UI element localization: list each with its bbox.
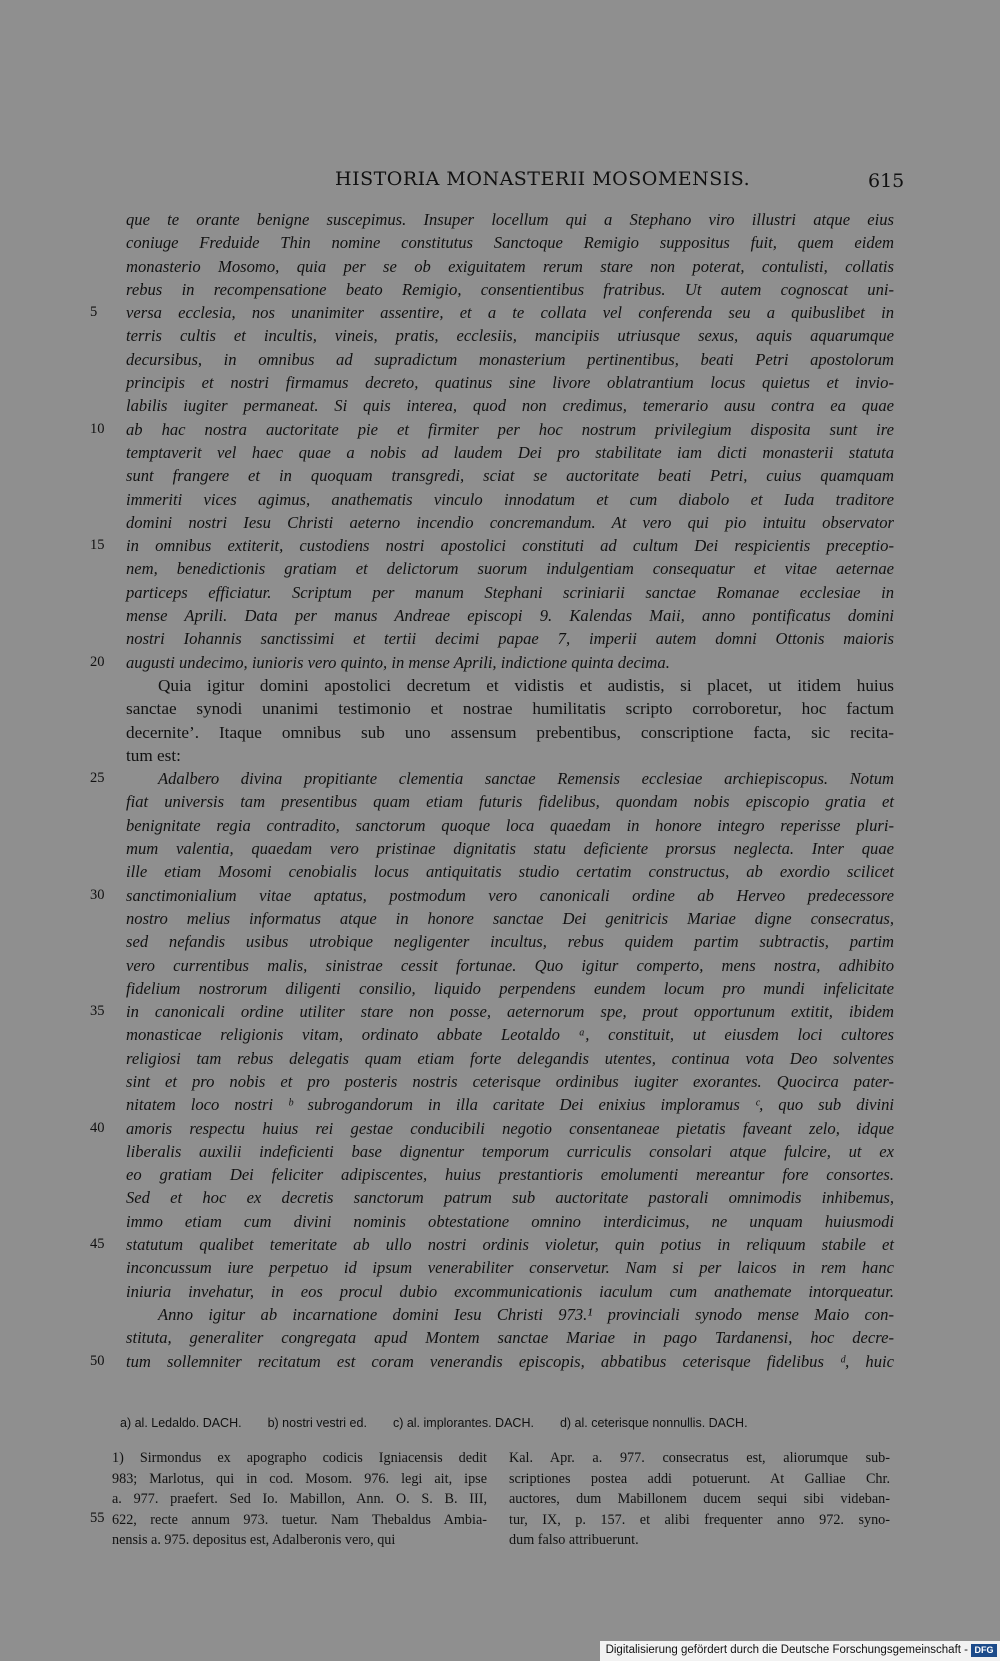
line-text: augusti undecimo, iunioris vero quinto, in mense Aprili, indictione quinta decima. <box>126 652 670 672</box>
text-line <box>0 884 1000 907</box>
text-line <box>0 464 1000 487</box>
text-line <box>0 441 1000 464</box>
text-line <box>0 557 1000 580</box>
text-line <box>0 1210 1000 1233</box>
text-line <box>0 837 1000 860</box>
line-text: principis et nostri firmamus decreto, quatinus sine livore oblatrantium locus quietus et inviо- <box>126 373 894 393</box>
text-line <box>0 907 1000 930</box>
text-line <box>0 721 1000 744</box>
line-text: sed nefandis usibus utrobique negligenter incultus, rebus quidem partim subtractis, partim <box>126 932 894 952</box>
text-line <box>0 581 1000 604</box>
text-line <box>0 418 1000 441</box>
line-text: temptaverit vel haec quae a nobis ad laudem Dei pro stabilitate iam dicti monasterii statuta <box>126 442 894 462</box>
main-text <box>0 208 1000 1373</box>
line-text: Adalbero divina propitiante clementia sanctae Remensis ecclesiae archiepiscopus. Notum <box>158 769 894 789</box>
line-text: fiat universis tam presentibus quam etiam futuris fidelibus, quondam nobis episcopio gratia et <box>126 792 894 812</box>
apparatus-note: c) al. implorantes. DACH. <box>392 1416 534 1430</box>
line-text: monasterio Mosomo, quia per se ob exiguitatem rerum stare non poterat, contulisti, collatis <box>126 256 894 276</box>
line-text: fidelium nostrorum diligenti consilio, liquido perpendens eundem locum pro mundi infelicitate <box>126 978 894 998</box>
page-number: 615 <box>868 170 905 192</box>
line-text: nitatem loco nostri ᵇ subrogandorum in illa caritate Dei enixius imploramus ᶜ, quo sub divini <box>126 1095 894 1115</box>
line-text: in canonicali ordine utiliter stare non posse, aeternorum spe, prout opportunum extitit, ibidem <box>126 1002 894 1022</box>
apparatus-note: a) al. Ledaldo. DACH. <box>120 1416 242 1430</box>
text-line <box>0 324 1000 347</box>
text-line <box>0 1350 1000 1373</box>
footnote-line-number: 55 <box>90 1510 105 1526</box>
line-number: 45 <box>90 1236 105 1253</box>
text-line <box>0 511 1000 534</box>
line-text: ille etiam Mosomi cenobialis locus antiquitatis studio certatim constructus, ab exordio scilicet <box>126 862 894 882</box>
text-line <box>0 744 1000 767</box>
line-text: coniuge Freduide Thin nomine constitutus Sanctoque Remigio suppositus fuit, quem eidem <box>126 233 894 253</box>
line-text: Anno igitur ab incarnatione domini Iesu Christi 973.¹ provinciali synodo mense Maio con- <box>158 1304 894 1324</box>
line-number: 20 <box>90 653 105 670</box>
footnote-line: 622, recte annum 973. tuetur. Nam Thebaldus Ambia- <box>112 1511 487 1528</box>
line-text: immeriti vices agimus, anathematis vinculo innodatum et cum diabolo et Iuda traditore <box>126 489 894 509</box>
text-line <box>0 1326 1000 1349</box>
footnote-line: scriptiones postea addi potuerunt. At Galliae Chr. <box>509 1470 890 1487</box>
line-number: 5 <box>90 304 98 321</box>
line-text: ab hac nostra auctoritate pie et firmiter per hoc nostrum privilegium disposita sunt ire <box>126 419 894 439</box>
line-text: in omnibus extiterit, custodiens nostri apostolici constituti ad cultum Dei respicientis preceptio- <box>126 536 894 556</box>
line-text: decernite’. Itaque omnibus sub uno assensum prebentibus, conscriptione facta, sic recita- <box>126 722 894 742</box>
text-line <box>0 348 1000 371</box>
line-text: religiosi tam rebus delegatis quam etiam forte delegandis utentes, continua vota Deo solventes <box>126 1048 894 1068</box>
line-number: 50 <box>90 1352 105 1369</box>
line-text: statutum qualibet temeritate ab ullo nostri ordinis violetur, quin potius in reliquum stabile et <box>126 1235 894 1255</box>
text-line <box>0 604 1000 627</box>
text-line <box>0 1186 1000 1209</box>
text-line <box>0 1303 1000 1326</box>
line-text: particeps efficiatur. Scriptum per manum Stephani scriniarii sanctae Romanae ecclesiae in <box>126 582 894 602</box>
text-line <box>0 301 1000 324</box>
line-text: nem, benedictionis gratiam et delictorum suorum indulgentiam consequatur et vitae aeternae <box>126 559 894 579</box>
text-line <box>0 954 1000 977</box>
text-line <box>0 930 1000 953</box>
line-text: sanctae synodi unanimi testimonio et nostrae humilitatis scripto corroboretur, hoc factum <box>126 699 894 719</box>
line-text: vero currentibus malis, sinistrae cessit fortunae. Quo igitur comperto, mens nostra, adhibito <box>126 955 894 975</box>
line-text: decursibus, in omnibus ad supradictum monasterium pertinentibus, beati Petri apostolorum <box>126 349 894 369</box>
text-line <box>0 767 1000 790</box>
text-line <box>0 208 1000 231</box>
line-text: iniuria invehatur, in eos procul dubio excommunicationis iaculum cum anathemate intorqueatur. <box>126 1281 894 1301</box>
footnote-line: a. 977. praefert. Sed Io. Mabillon, Ann. O. S. B. III, <box>112 1491 487 1508</box>
text-line <box>0 278 1000 301</box>
footnote-line: Kal. Apr. a. 977. consecratus est, aliorumque sub- <box>509 1450 890 1466</box>
footer-credit: Digitalisierung gefördert durch die Deutsche Forschungsgemeinschaft - <box>605 1644 968 1656</box>
footnote-line: tur, IX, p. 157. et alibi frequenter anno 972. syno- <box>509 1511 890 1528</box>
line-text: domini nostri Iesu Christi aeterno incendio concremandum. At vero qui pio intuitu observator <box>126 512 894 532</box>
text-line <box>0 674 1000 697</box>
line-text: terris cultis et incultis, vineis, pratis, ecclesiis, mancipiis utriusque sexus, aquis aquarumque <box>126 326 894 346</box>
text-line <box>0 534 1000 557</box>
text-line <box>0 977 1000 1000</box>
text-line <box>0 814 1000 837</box>
text-line <box>0 860 1000 883</box>
line-text: que te orante benigne suscepimus. Insuper locellum qui a Stephano viro illustri atque eius <box>126 210 894 229</box>
line-number: 40 <box>90 1119 105 1136</box>
line-text: monasticae religionis vitam, ordinato abbate Leotaldo ᵃ, constituit, ut eiusdem loci cultores <box>126 1025 894 1045</box>
text-line <box>0 1163 1000 1186</box>
line-text: mense Aprili. Data per manus Andreae episcopi 9. Kalendas Maii, anno pontificatus domini <box>126 606 894 626</box>
line-text: amoris respectu huius rei gestae conducibili negotio consentaneae pietatis faveant zelo, idque <box>126 1118 894 1138</box>
line-text: rebus in recompensatione beato Remigio, consentientibus fratribus. Ut autem cognoscat uni- <box>126 279 894 299</box>
footer-bar <box>600 1641 1000 1661</box>
text-line <box>0 697 1000 720</box>
text-line <box>0 1117 1000 1140</box>
dfg-logo: DFG <box>971 1644 997 1657</box>
text-line <box>0 1140 1000 1163</box>
text-line <box>0 627 1000 650</box>
line-text: tum est: <box>126 745 181 765</box>
line-text: tum sollemniter recitatum est coram venerandis episcopis, abbatibus ceterisque fidelibus ᵈ, huic <box>126 1351 894 1371</box>
line-text: versa ecclesia, nos unanimiter assentire, et a te collata vel conferenda seu a quibuslibet in <box>126 303 894 323</box>
text-line <box>0 651 1000 674</box>
line-text: inconcussum iure perpetuo id ipsum venerabiliter conservetur. Nam si per laicos in rem hanc <box>126 1258 894 1278</box>
text-line <box>0 790 1000 813</box>
text-line <box>0 1047 1000 1070</box>
text-line <box>0 255 1000 278</box>
text-line <box>0 488 1000 511</box>
line-text: Sed et hoc ex decretis sanctorum patrum sub auctoritate pastorali omnimodis inhibemus, <box>126 1188 894 1208</box>
text-line <box>0 1233 1000 1256</box>
critical-apparatus <box>120 1416 900 1430</box>
line-number: 25 <box>90 770 105 787</box>
text-line <box>0 231 1000 254</box>
line-number: 35 <box>90 1003 105 1020</box>
text-line <box>0 371 1000 394</box>
footnote-column-right <box>509 1448 890 1551</box>
text-line <box>0 1000 1000 1023</box>
footnote-line: nensis a. 975. depositus est, Adalberonis vero, qui <box>112 1532 396 1549</box>
footnote-line: auctores, dum Mabillonem ducem sequi sibi videban- <box>509 1491 890 1508</box>
line-text: nostri Iohannis sanctissimi et tertii decimi papae 7, imperii autem domni Ottonis maioris <box>126 629 894 649</box>
apparatus-note: b) nostri vestri ed. <box>267 1416 367 1430</box>
line-text: sanctimonialium vitae aptatus, postmodum vero canonicali ordine ab Herveo predecessore <box>126 885 894 905</box>
footnote-line: 983; Marlotus, qui in cod. Mosom. 976. legi ait, ipse <box>112 1470 487 1487</box>
line-number: 15 <box>90 537 105 554</box>
text-line <box>0 1256 1000 1279</box>
line-number: 10 <box>90 420 105 437</box>
footnote-column-left <box>112 1448 487 1551</box>
text-line <box>0 1280 1000 1303</box>
line-text: mum valentia, quaedam vero pristinae dignitatis statu deficiente prorsus neglecta. Inter quae <box>126 839 894 859</box>
text-line <box>0 1070 1000 1093</box>
line-text: immo etiam cum divini nominis obtestatione omnino interdicimus, ne unquam huiusmodi <box>126 1211 894 1231</box>
footnote-line: 1) Sirmondus ex apographo codicis Igniacensis dedit <box>112 1450 487 1466</box>
running-title: HISTORIA MONASTERII MOSOMENSIS. <box>335 168 751 190</box>
text-line <box>0 1093 1000 1116</box>
line-text: sunt frangere et in quoquam transgredi, sciat se auctoritate beati Petri, cuius quamquam <box>126 466 894 486</box>
line-text: benignitate regia contradito, sanctorum quoque loca quaedam in honore integro reperisse pluri- <box>126 815 894 835</box>
footnote-line: dum falso attribuerunt. <box>509 1532 639 1549</box>
line-text: Quia igitur domini apostolici decretum et vidistis et audistis, si placet, ut itidem huius <box>158 675 894 695</box>
line-text: labilis iugiter permaneat. Si quis interea, quod non credimus, temerario ausu contra ea quae <box>126 396 894 416</box>
line-number: 30 <box>90 886 105 903</box>
apparatus-note: d) al. ceterisque nonnullis. DACH. <box>559 1416 748 1430</box>
line-text: stituta, generaliter congregata apud Montem sanctae Mariae in pago Tardanensi, hoc decre- <box>126 1328 894 1348</box>
line-text: nostro melius informatus atque in honore sanctae Dei genitricis Mariae digne consecratus, <box>126 908 894 928</box>
line-text: liberalis auxilii indeficienti base dignentur temporum curriculis consolari atque fulcire, ut ex <box>126 1141 894 1161</box>
line-text: eo gratiam Dei feliciter adipiscentes, huius prestantioris emolumenti mereantur fore consortes. <box>126 1165 894 1185</box>
text-line <box>0 1023 1000 1046</box>
line-text: sint et pro nobis et pro posteris nostris ceterisque ordinibus iugiter exorantes. Quocirca pater- <box>126 1071 894 1091</box>
text-line <box>0 394 1000 417</box>
